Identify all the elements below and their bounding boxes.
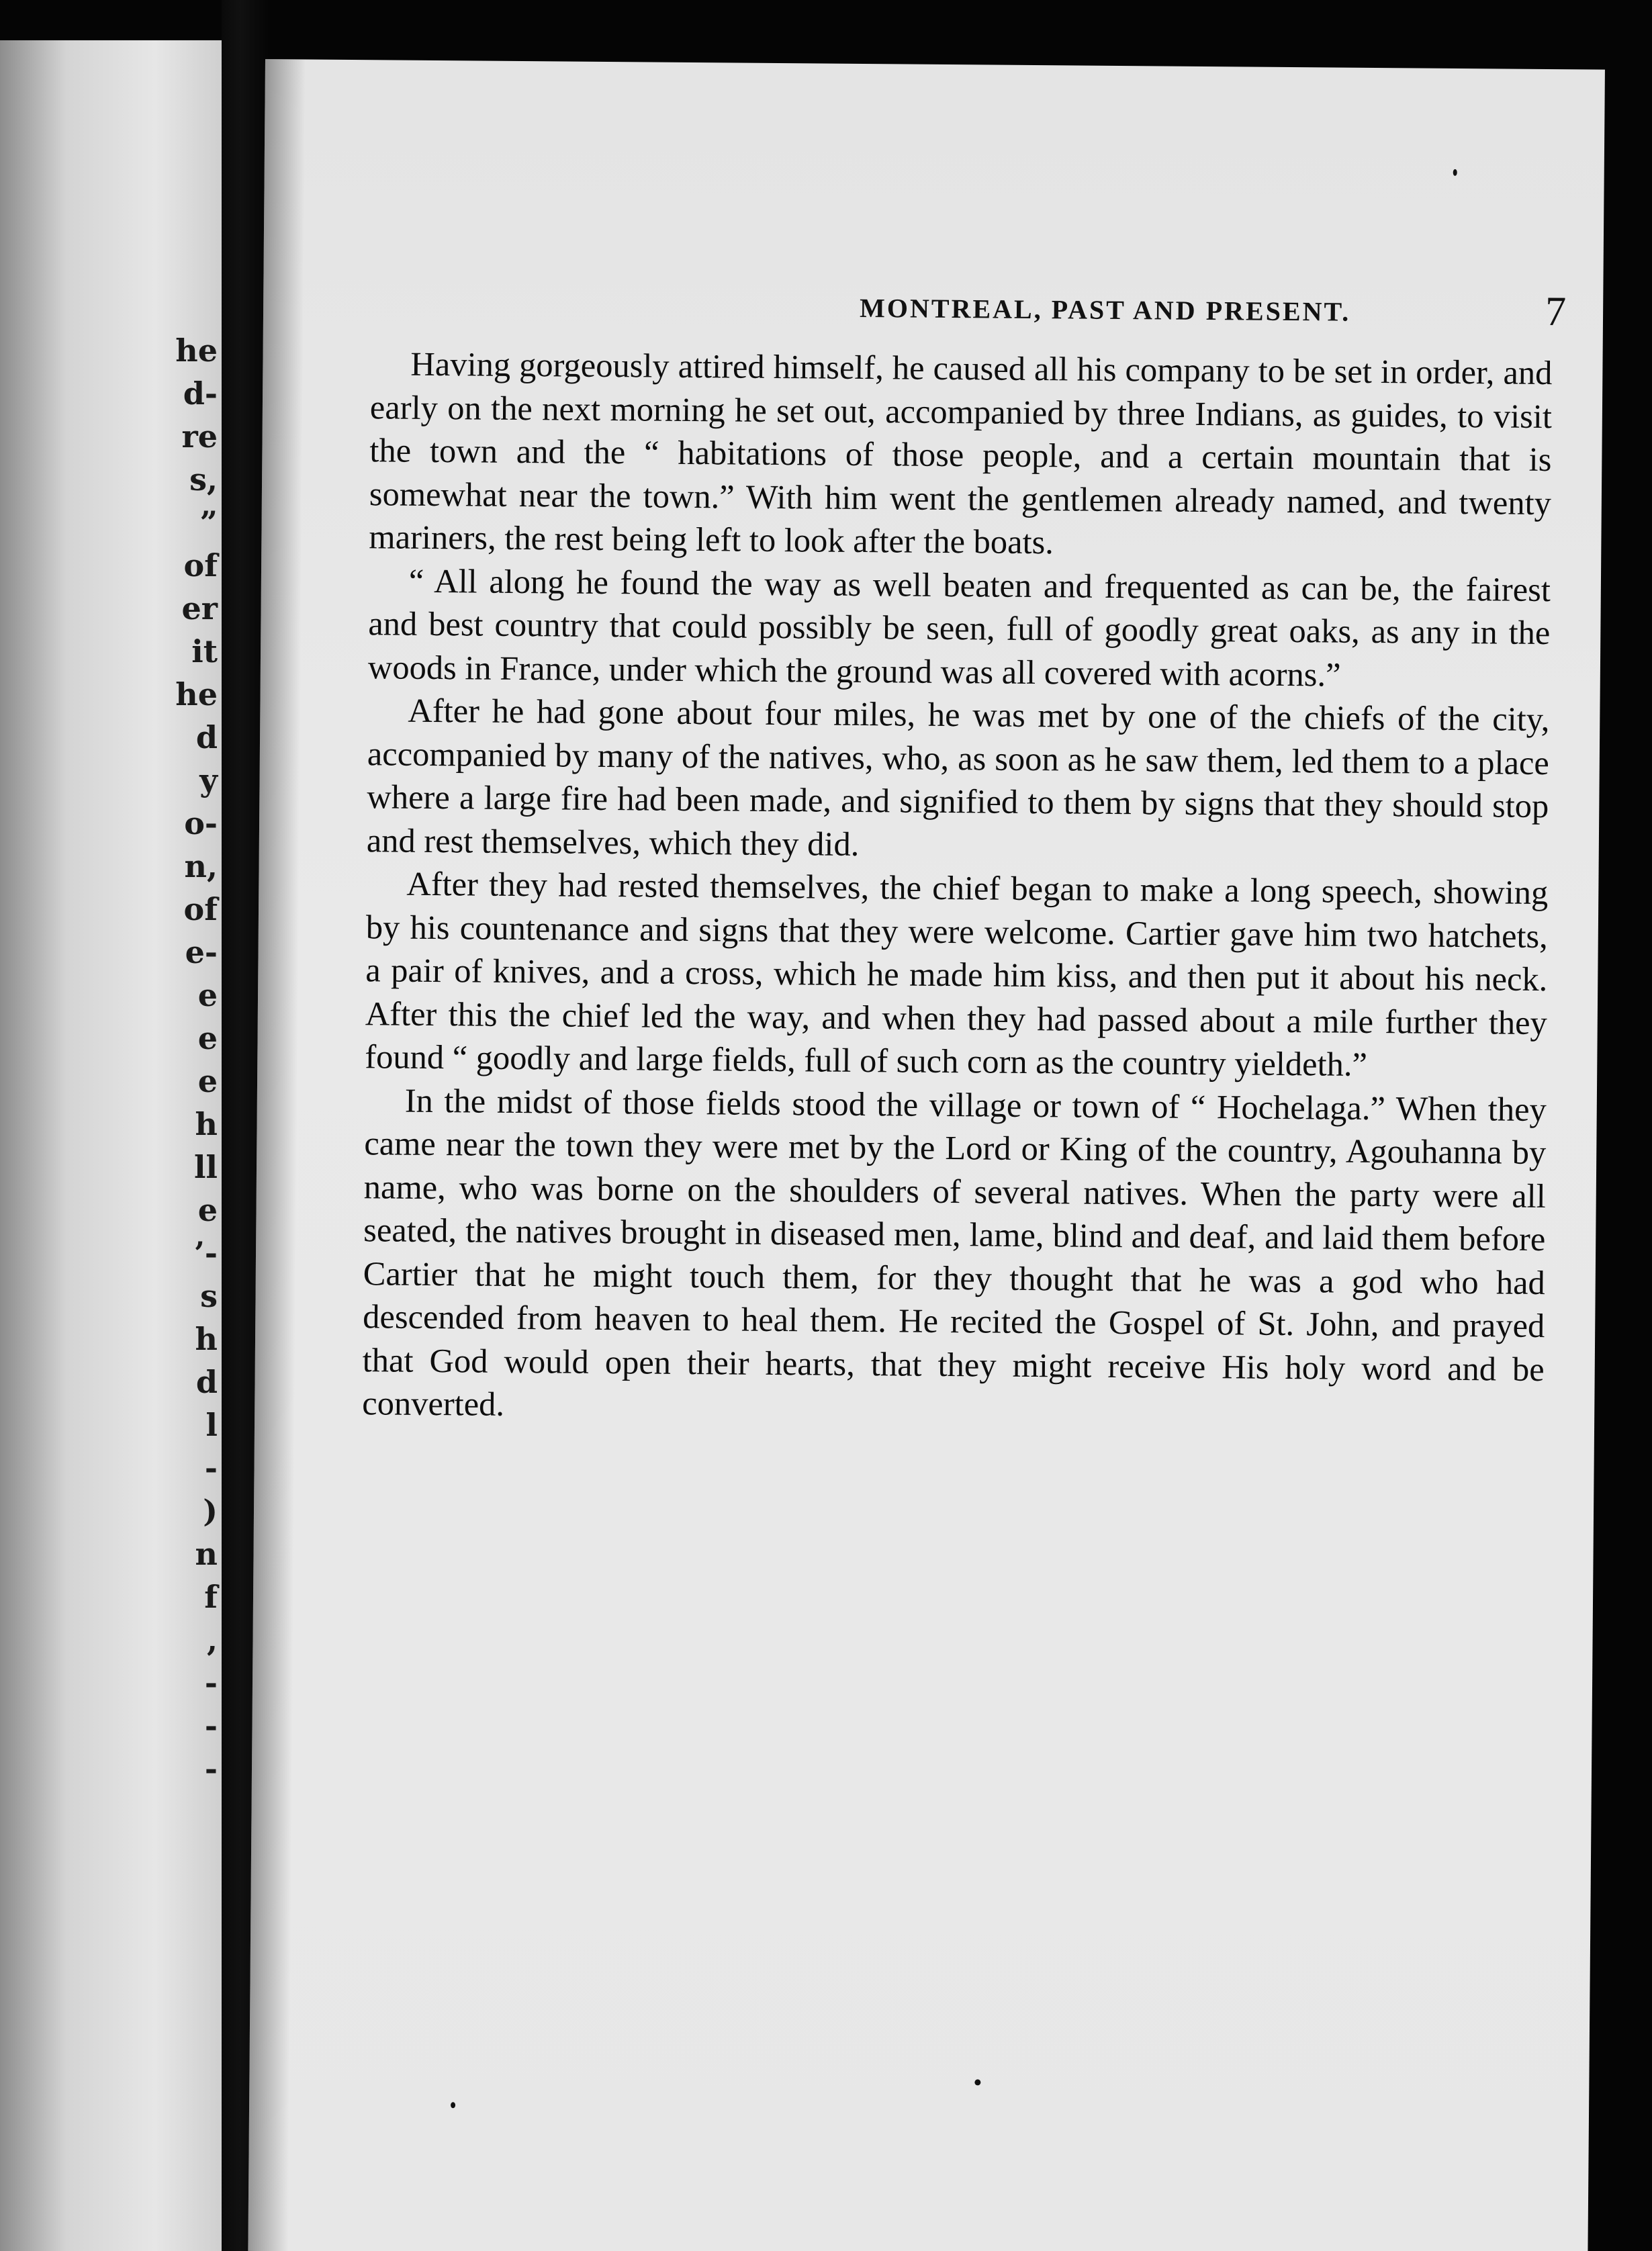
previous-page-fragment: it (191, 633, 218, 670)
previous-page-fragment: n, (184, 848, 218, 884)
previous-page-fragment: e (197, 1063, 218, 1099)
previous-page-fragment: s (200, 1278, 218, 1314)
previous-page-fragment: h (195, 1106, 218, 1142)
previous-page-fragment: ’- (193, 1235, 218, 1271)
page-number: 7 (1545, 288, 1567, 335)
previous-page-fragment: e (197, 977, 218, 1013)
previous-page-fragment: e (197, 1192, 218, 1228)
previous-page-text-fragments (175, 329, 218, 1790)
paragraph: Having gorgeously attired himself, he caused all his company to be set in order, and early on the next morning he set out, accompanied by three Indians, as guides, to visit the town and the “ habitations of those people, and a certain mountain that is somewhat near the town.” With him went the gentlemen already named, and twenty mariners, the rest being left to look after the boats. (369, 344, 1553, 561)
previous-page-fragment: n (195, 1536, 218, 1572)
previous-page-fragment: - (204, 1751, 218, 1787)
previous-page-fragment: d (195, 719, 218, 755)
previous-page-fragment: - (204, 1665, 218, 1701)
previous-page-fragment: s, (189, 461, 218, 498)
previous-page-fragment: - (204, 1708, 218, 1744)
previous-page-fragment: e (197, 1020, 218, 1056)
previous-page-fragment: of (183, 547, 218, 584)
previous-page-fragment: ll (194, 1149, 218, 1185)
previous-page-fragment: he (175, 332, 218, 369)
book-page (248, 59, 1605, 2251)
previous-page-fragment: y (199, 762, 218, 798)
previous-page-fragment: l (205, 1407, 218, 1443)
paragraph: After he had gone about four miles, he was met by one of the chiefs of the city, accompanied by many of the natives, who, as soon as he saw them, led them to a place where a large fire had been made, and signified to them by signs that they should stop and rest themselves, which they did. (366, 691, 1550, 863)
previous-page-fragment: ) (203, 1493, 218, 1529)
running-title: MONTREAL, PAST AND PRESENT. (859, 292, 1351, 327)
previous-page-fragment: h (195, 1321, 218, 1357)
previous-page-fragment: ” (199, 504, 218, 541)
previous-page-fragment: he (175, 676, 218, 713)
previous-page-fragment: er (181, 590, 218, 627)
paragraph: After they had rested themselves, the chief began to make a long speech, showing by his countenance and signs that they were welcome. Cartier gave him two hatchets, a pair of knives, and a cross, which he made him kiss, and then put it about his neck. After this the chief led the way, and when they had passed about a mile further they found “ goodly and large fields, full of such corn as the country yieldeth.” (365, 864, 1549, 1083)
previous-page-edge (0, 40, 222, 2251)
paragraph: “ All along he found the way as well beaten and frequented as can be, the fairest and best country that could possibly be seen, full of goodly great oaks, as any in the woods in France, under which the ground was all covered with acorns.” (367, 561, 1551, 694)
previous-page-fragment: , (206, 1622, 218, 1658)
previous-page-fragment: of (183, 891, 218, 927)
previous-page-fragment: d- (183, 375, 218, 412)
ink-speck (974, 2079, 980, 2085)
ink-speck (1453, 169, 1457, 176)
body-text (362, 342, 1553, 1434)
ink-speck (451, 2102, 455, 2108)
previous-page-fragment: f (204, 1579, 218, 1615)
running-head (579, 288, 1567, 335)
previous-page-fragment: d (195, 1364, 218, 1400)
previous-page-fragment: o- (184, 805, 218, 841)
previous-page-fragment: e- (185, 934, 218, 970)
previous-page-fragment: re (181, 418, 218, 455)
previous-page-fragment: - (204, 1450, 218, 1486)
paragraph: In the midst of those fields stood the village or town of “ Hochelaga.” When they came near the town they were met by the Lord or King of the country, Agouhanna by name, who was borne on the shoulders of several natives. When the party were all seated, the natives brought in diseased men, lame, blind and deaf, and laid them before Cartier that he might touch them, for they thought that he was a god who had descended from heaven to heal them. He recited the Gospel of St. John, and prayed that God would open their hearts, that they might receive His holy word and be converted. (362, 1081, 1547, 1423)
